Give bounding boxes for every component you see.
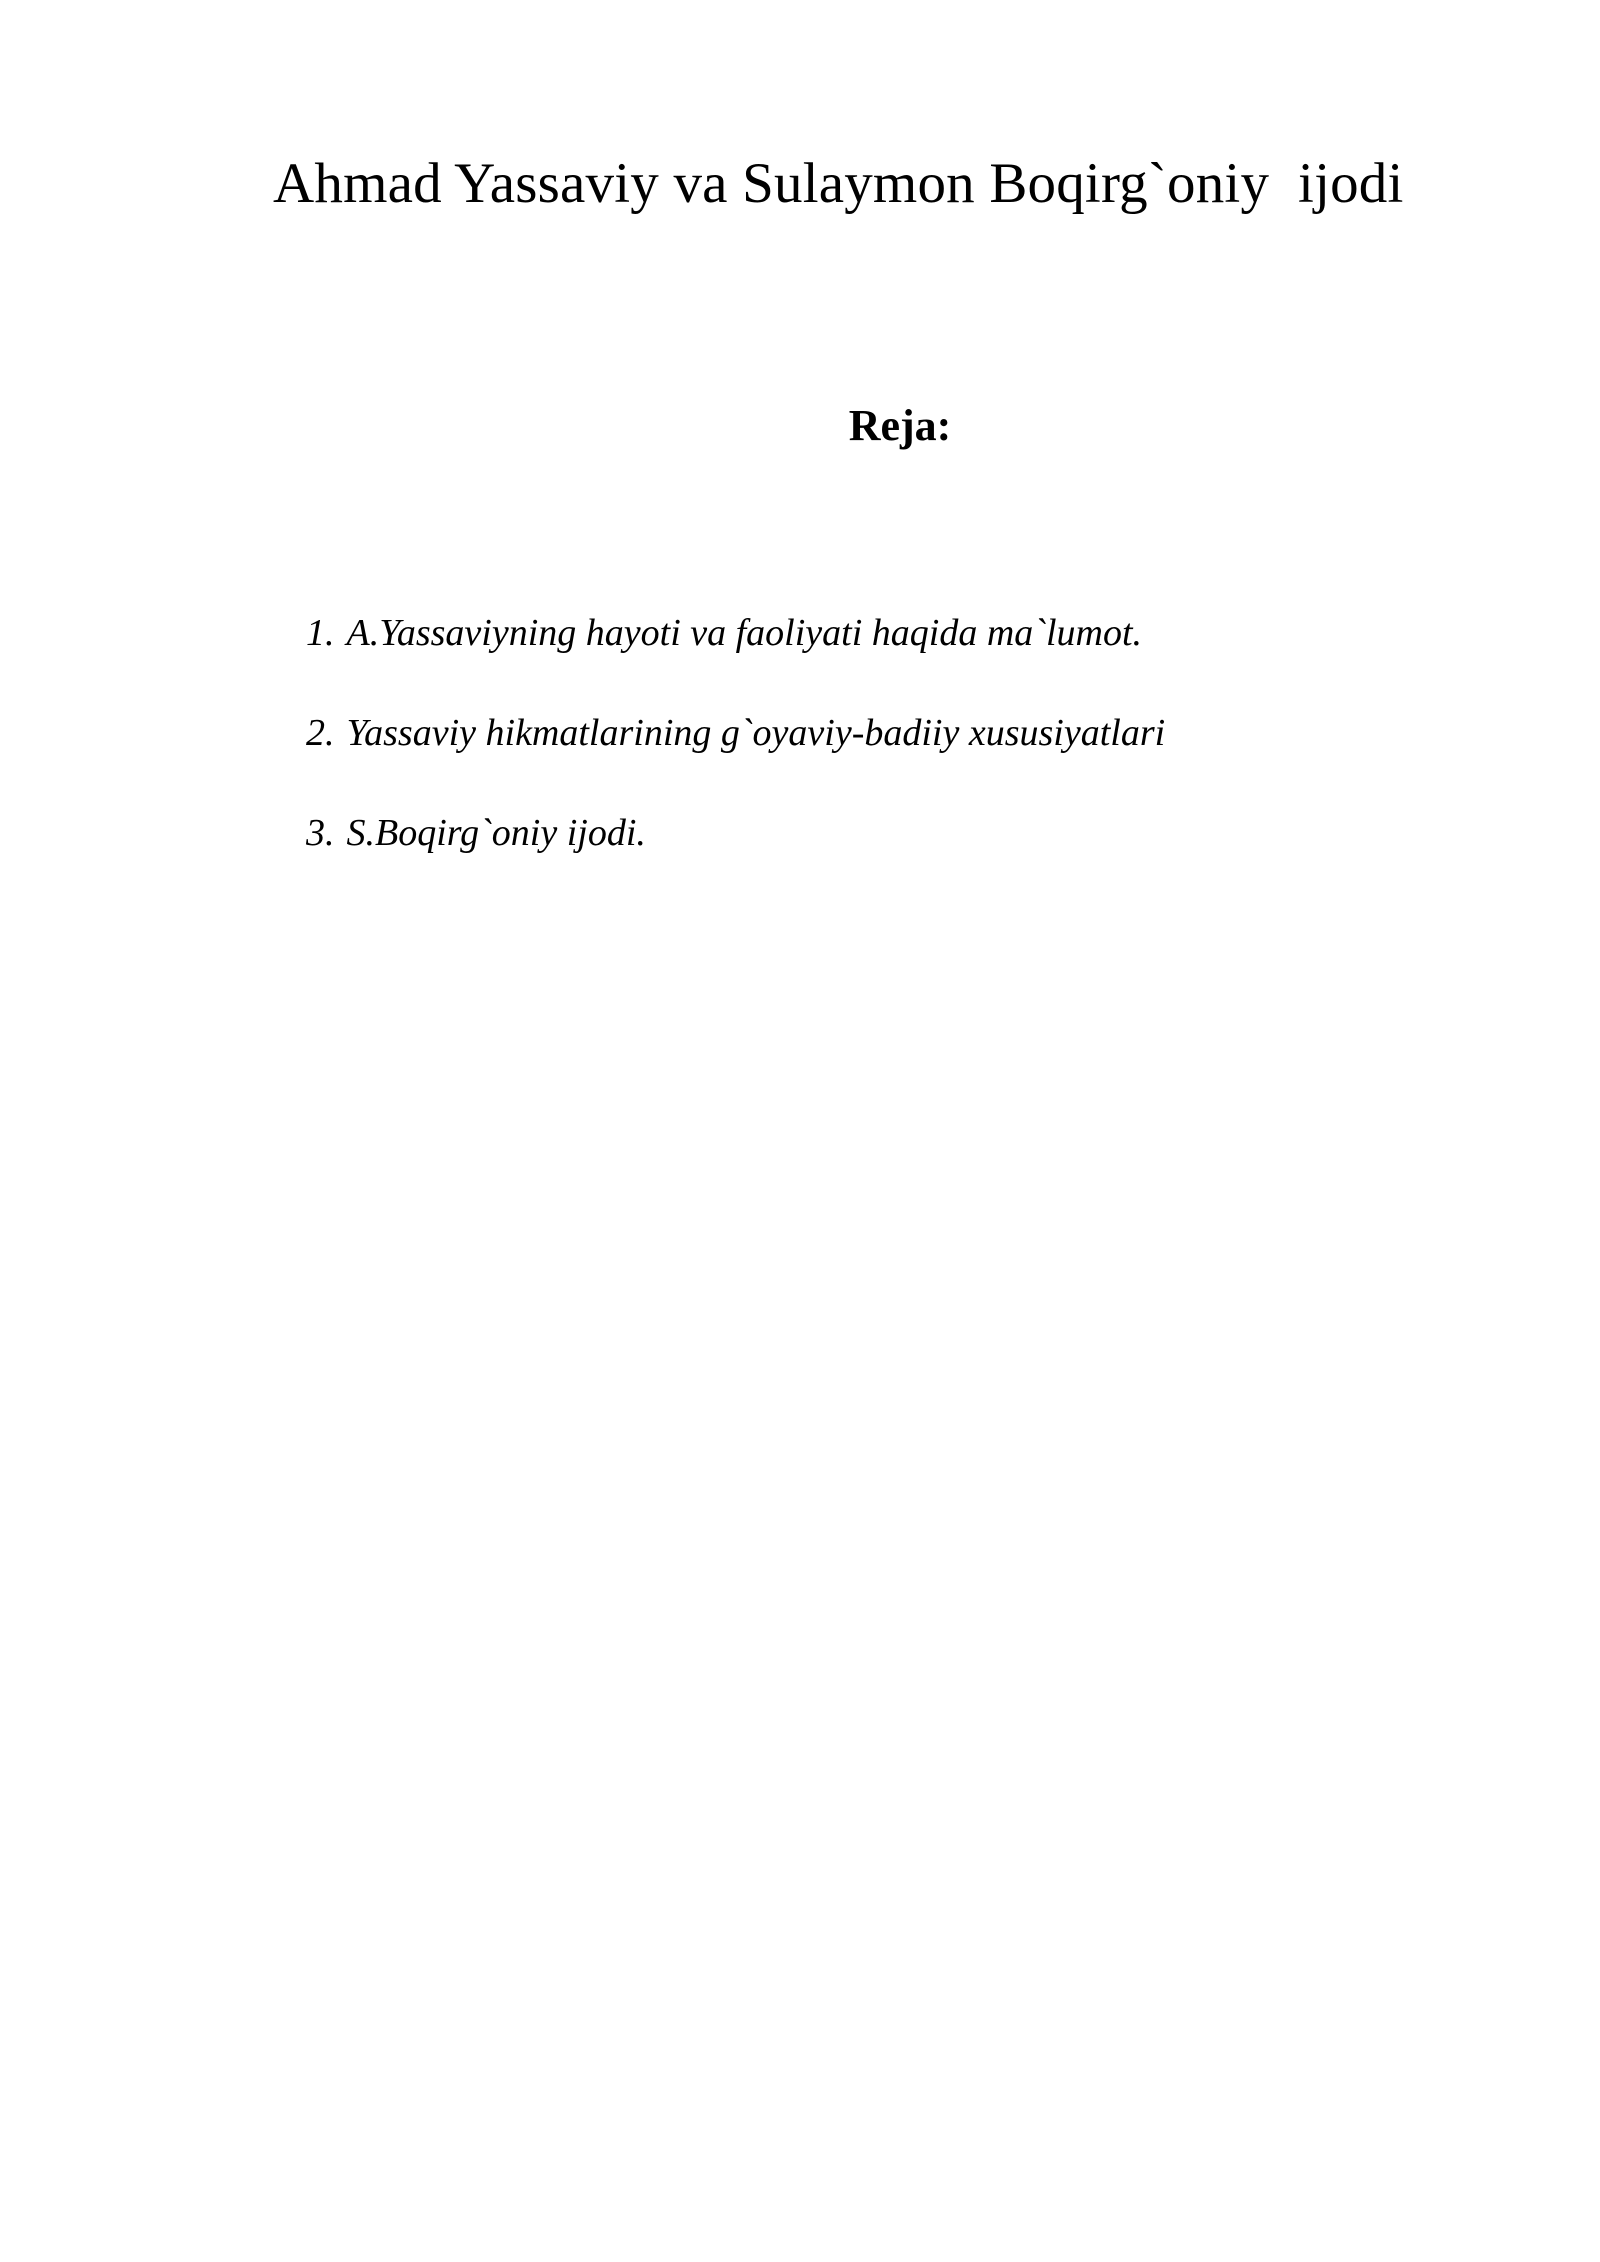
plan-item-text: S.Boqirg`oniy ijodi. xyxy=(346,812,646,854)
plan-item-number: 2. xyxy=(306,712,335,754)
plan-item-number: 3. xyxy=(306,812,335,854)
document-title: Ahmad Yassaviy va Sulaymon Boqirg`oniy ijodi xyxy=(273,152,1404,215)
plan-item xyxy=(306,710,1165,756)
plan-item xyxy=(306,810,1165,856)
plan-heading: Reja: xyxy=(848,401,952,450)
plan-list xyxy=(306,610,1165,910)
plan-item-text: A.Yassaviyning hayoti va faoliyati haqida ma`lumot. xyxy=(346,612,1142,654)
plan-item xyxy=(306,610,1165,656)
plan-item-number: 1. xyxy=(306,612,335,654)
plan-item-text: Yassaviy hikmatlarining g`oyaviy-badiiy xususiyatlari xyxy=(346,712,1166,754)
